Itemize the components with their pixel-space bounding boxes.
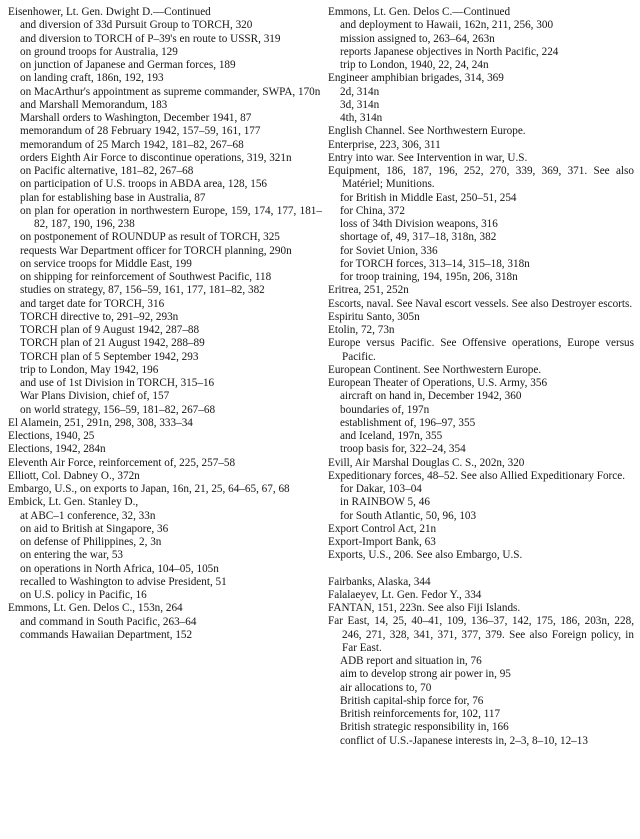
index-subentry: memorandum of 28 February 1942, 157–59, 161, 177 bbox=[20, 125, 261, 138]
index-subentry: on landing craft, 186n, 192, 193 bbox=[20, 72, 164, 85]
index-subentry: aim to develop strong air power in, 95 bbox=[340, 668, 511, 681]
index-entry: Eritrea, 251, 252n bbox=[328, 284, 409, 297]
index-entry: Entry into war. See Intervention in war, U.S. bbox=[328, 151, 528, 164]
index-entry: Espiritu Santo, 305n bbox=[328, 310, 420, 323]
index-entry: Fairbanks, Alaska, 344 bbox=[328, 575, 431, 588]
index-subentry: mission assigned to, 263–64, 263n bbox=[340, 32, 495, 45]
index-subentry: on postponement of ROUNDUP as result of TORCH, 325 bbox=[20, 231, 280, 244]
index-subentry: loss of 34th Division weapons, 316 bbox=[340, 218, 498, 230]
index-column-right bbox=[328, 6, 634, 748]
index-subentry: and use of 1st Division in TORCH, 315–16 bbox=[20, 377, 215, 389]
index-entry: Evill, Air Marshal Douglas C. S., 202n, 320 bbox=[328, 456, 525, 469]
index-entry: Expeditionary forces, 48–52. See also Allied Expeditionary Force. bbox=[328, 469, 626, 482]
index-entry: Escorts, naval. See Naval escort vessels. See also Destroyer escorts. bbox=[328, 297, 633, 310]
index-subentry: British strategic responsibility in, 166 bbox=[340, 721, 509, 734]
index-entry: Exports, U.S., 206. See also Embargo, U.S. bbox=[328, 549, 523, 562]
index-entry: Embargo, U.S., on exports to Japan, 16n, 21, 25, 64–65, 67, 68 bbox=[8, 483, 290, 495]
index-subentry: and diversion of 33d Pursuit Group to TORCH, 320 bbox=[20, 19, 253, 32]
index-subentry: on aid to British at Singapore, 36 bbox=[20, 522, 169, 535]
index-entry: El Alamein, 251, 291n, 298, 308, 333–34 bbox=[8, 416, 193, 429]
index-subentry: and diversion to TORCH of P–39's en route to USSR, 319 bbox=[20, 32, 281, 45]
index-entry: Export Control Act, 21n bbox=[328, 522, 437, 535]
index-entry: Far East, 14, 25, 40–41, 109, 136–37, 142, 175, 186, 203n, 228, 246, 271, 328, 341, 371, 377, 379. See also Foreign policy, in Far East. bbox=[328, 615, 634, 654]
index-subentry: trip to London, 1940, 22, 24, 24n bbox=[340, 59, 489, 71]
index-subentry: conflict of U.S.-Japanese interests in, 2–3, 8–10, 12–13 bbox=[340, 734, 588, 747]
index-subentry: on world strategy, 156–59, 181–82, 267–68 bbox=[20, 403, 216, 416]
index-subentry: memorandum of 25 March 1942, 181–82, 267–68 bbox=[20, 138, 244, 151]
index-entry: English Channel. See Northwestern Europe. bbox=[328, 125, 526, 138]
index-column-left bbox=[8, 6, 322, 642]
index-entry: European Theater of Operations, U.S. Army, 356 bbox=[328, 377, 548, 389]
index-subentry: TORCH directive to, 291–92, 293n bbox=[20, 310, 179, 323]
index-subentry: TORCH plan of 21 August 1942, 288–89 bbox=[20, 337, 205, 350]
index-subentry: British capital-ship force for, 76 bbox=[340, 694, 484, 707]
index-subentry: orders Eighth Air Force to discontinue operations, 319, 321n bbox=[20, 151, 292, 164]
index-subentry: for Dakar, 103–04 bbox=[340, 483, 422, 495]
index-subentry: reports Japanese objectives in North Pacific, 224 bbox=[340, 45, 559, 58]
index-subentry: establishment of, 196–97, 355 bbox=[340, 416, 476, 429]
index-subentry: for British in Middle East, 250–51, 254 bbox=[340, 191, 517, 204]
index-entry: Elections, 1942, 284n bbox=[8, 443, 106, 456]
index-subentry: for TORCH forces, 313–14, 315–18, 318n bbox=[340, 257, 530, 270]
index-entry: Emmons, Lt. Gen. Delos C.—Continued bbox=[328, 6, 511, 18]
index-subentry: in RAINBOW 5, 46 bbox=[340, 496, 430, 509]
index-subentry: TORCH plan of 9 August 1942, 287–88 bbox=[20, 324, 200, 336]
index-subentry: 3d, 314n bbox=[340, 98, 380, 111]
index-subentry: trip to London, May 1942, 196 bbox=[20, 363, 159, 376]
index-subentry: requests War Department officer for TORCH planning, 290n bbox=[20, 244, 292, 257]
index-subentry: at ABC–1 conference, 32, 33n bbox=[20, 509, 156, 522]
index-entry: FANTAN, 151, 223n. See also Fiji Islands. bbox=[328, 602, 521, 614]
index-subentry: for South Atlantic, 50, 96, 103 bbox=[340, 509, 477, 522]
index-subentry: on MacArthur's appointment as supreme commander, SWPA, 170n bbox=[20, 85, 321, 98]
index-subentry: on entering the war, 53 bbox=[20, 549, 124, 562]
index-subentry: on junction of Japanese and German forces, 189 bbox=[20, 59, 236, 71]
index-subentry: on U.S. policy in Pacific, 16 bbox=[20, 589, 147, 601]
index-entry: Export-Import Bank, 63 bbox=[328, 536, 436, 548]
index-subentry: British reinforcements for, 102, 117 bbox=[340, 708, 501, 720]
index-subentry: on operations in North Africa, 104–05, 105n bbox=[20, 562, 219, 575]
index-subentry: studies on strategy, 87, 156–59, 161, 177, 181–82, 382 bbox=[20, 284, 265, 297]
index-subentry: recalled to Washington to advise President, 51 bbox=[20, 575, 227, 588]
index-subentry: for Soviet Union, 336 bbox=[340, 244, 438, 257]
index-entry: Eleventh Air Force, reinforcement of, 225, 257–58 bbox=[8, 456, 236, 469]
index-subentry: 4th, 314n bbox=[340, 112, 383, 124]
index-subentry: and target date for TORCH, 316 bbox=[20, 297, 165, 310]
index-subentry: shortage of, 49, 317–18, 318n, 382 bbox=[340, 231, 497, 244]
index-subentry: TORCH plan of 5 September 1942, 293 bbox=[20, 350, 199, 363]
index-subentry: on Pacific alternative, 181–82, 267–68 bbox=[20, 165, 194, 177]
index-entry: European Continent. See Northwestern Europe. bbox=[328, 363, 542, 376]
index-entry: Equipment, 186, 187, 196, 252, 270, 339, 369, 371. See also Matériel; Munitions. bbox=[328, 165, 634, 191]
index-entry: Elliott, Col. Dabney O., 372n bbox=[8, 469, 140, 482]
index-subentry: and deployment to Hawaii, 162n, 211, 256, 300 bbox=[340, 19, 554, 32]
index-entry: Elections, 1940, 25 bbox=[8, 430, 95, 442]
index-entry: Emmons, Lt. Gen. Delos C., 153n, 264 bbox=[8, 602, 183, 615]
index-subentry: Marshall orders to Washington, December 1941, 87 bbox=[20, 112, 252, 124]
index-subentry: War Plans Division, chief of, 157 bbox=[20, 390, 170, 403]
index-subentry: on participation of U.S. troops in ABDA area, 128, 156 bbox=[20, 178, 268, 191]
index-entry: Europe versus Pacific. See Offensive operations, Europe versus Pacific. bbox=[328, 337, 634, 363]
index-subentry: boundaries of, 197n bbox=[340, 403, 430, 416]
index-subentry: on plan for operation in northwestern Europe, 159, 174, 177, 181–82, 187, 190, 196, 238 bbox=[20, 204, 322, 230]
index-subentry: and Marshall Memorandum, 183 bbox=[20, 98, 168, 111]
index-subentry: air allocations to, 70 bbox=[340, 681, 432, 694]
index-subentry: for troop training, 194, 195n, 206, 318n bbox=[340, 271, 518, 283]
index-subentry: plan for establishing base in Australia, 87 bbox=[20, 191, 206, 204]
index-subentry: ADB report and situation in, 76 bbox=[340, 655, 482, 667]
index-subentry: on defense of Philippines, 2, 3n bbox=[20, 536, 162, 548]
index-subentry: on ground troops for Australia, 129 bbox=[20, 45, 178, 58]
index-entry: Eisenhower, Lt. Gen. Dwight D.—Continued bbox=[8, 6, 211, 18]
index-subentry: aircraft on hand in, December 1942, 360 bbox=[340, 390, 522, 403]
index-subentry: for China, 372 bbox=[340, 204, 405, 217]
index-entry: Etolin, 72, 73n bbox=[328, 324, 395, 336]
index-entry: Falalaeyev, Lt. Gen. Fedor Y., 334 bbox=[328, 588, 482, 601]
index-entry: Engineer amphibian brigades, 314, 369 bbox=[328, 72, 504, 85]
index-subentry: on shipping for reinforcement of Southwest Pacific, 118 bbox=[20, 271, 272, 283]
index-subentry: and Iceland, 197n, 355 bbox=[340, 430, 443, 442]
index-entry: Embick, Lt. Gen. Stanley D., bbox=[8, 496, 139, 509]
index-subentry: commands Hawaiian Department, 152 bbox=[20, 628, 193, 641]
index-subentry: troop basis for, 322–24, 354 bbox=[340, 443, 466, 456]
index-subentry: and command in South Pacific, 263–64 bbox=[20, 615, 197, 628]
index-subentry: on service troops for Middle East, 199 bbox=[20, 257, 192, 270]
index-entry: Enterprise, 223, 306, 311 bbox=[328, 138, 441, 151]
index-subentry: 2d, 314n bbox=[340, 85, 380, 98]
